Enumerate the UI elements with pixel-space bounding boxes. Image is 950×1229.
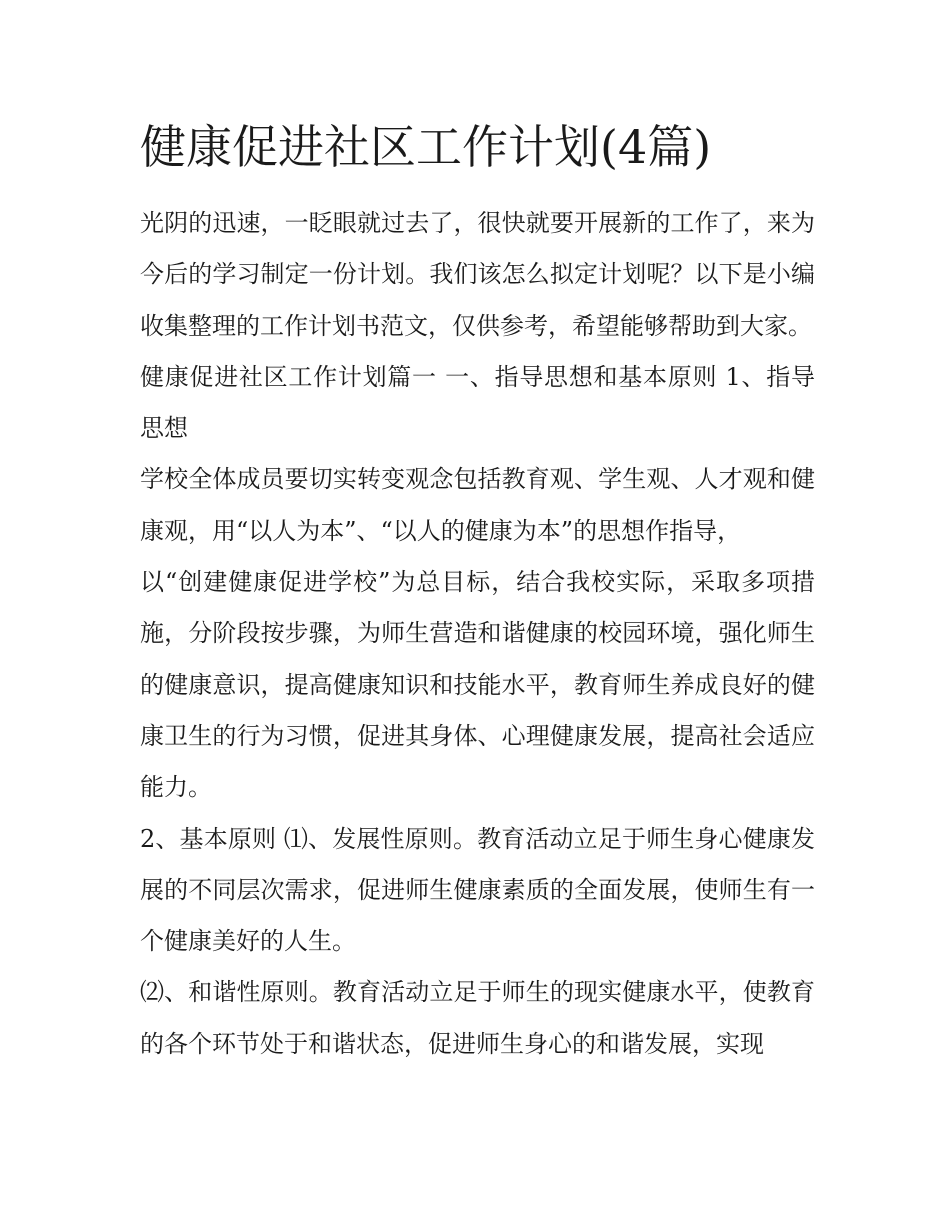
paragraph-overall-goal: 以“创建健康促进学校”为总目标，结合我校实际，采取多项措施，分阶段按步骤，为师生营造和谐健康的校园环境，强化师生的健康意识，提高健康知识和技能水平，教育师生养成良好的健康卫生的行为习惯，促进其身体、心理健康发展，提高社会适应能力。 <box>140 568 815 802</box>
intro-paragraph: 光阴的迅速，一眨眼就过去了，很快就要开展新的工作了，来为今后的学习制定一份计划。我们该怎么拟定计划呢？以下是小编收集整理的工作计划书范文，仅供参考，希望能够帮助到大家。 <box>140 209 815 340</box>
paragraph-school-members: 学校全体成员要切实转变观念包括教育观、学生观、人才观和健康观，用“以人为本”、“以人的健康为本”的思想作指导， <box>140 465 815 545</box>
paragraph-harmony-principle: ⑵、和谐性原则。教育活动立足于师生的现实健康水平，使教育的各个环节处于和谐状态，促进师生身心的和谐发展，实现 <box>140 978 815 1058</box>
section-heading-guiding-ideology: 健康促进社区工作计划篇一 一、指导思想和基本原则 1、指导思想 <box>140 362 815 443</box>
paragraph-basic-principles: 2、基本原则 ⑴、发展性原则。教育活动立足于师生身心健康发展的不同层次需求，促进师生健康素质的全面发展，使师生有一个健康美好的人生。 <box>140 824 815 956</box>
document-body <box>140 198 815 1070</box>
document-title: 健康促进社区工作计划(4篇) <box>140 120 712 174</box>
